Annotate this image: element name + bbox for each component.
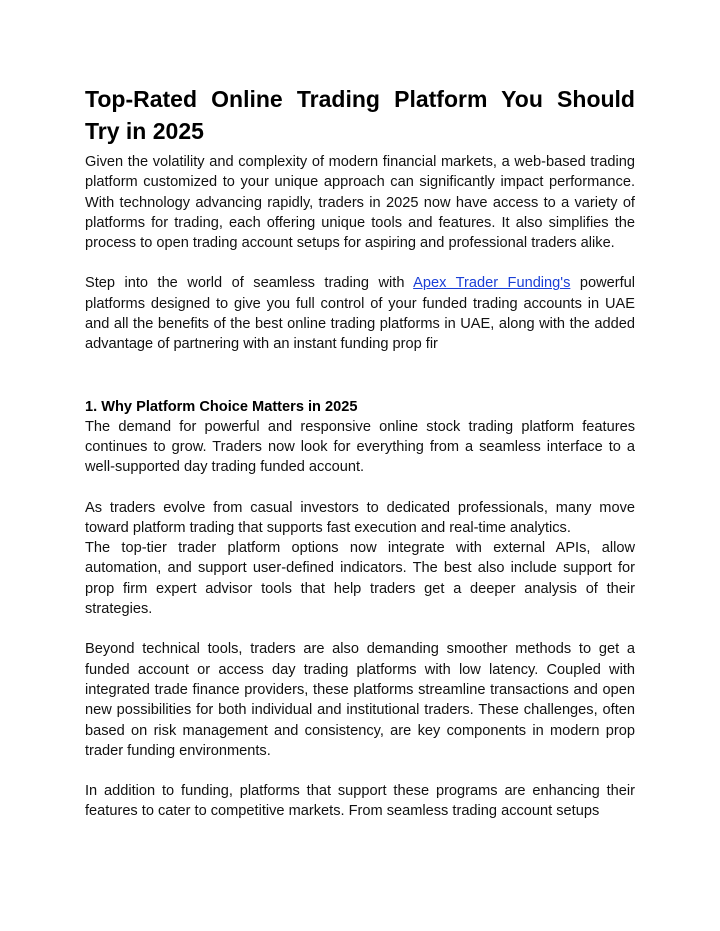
spacer — [85, 619, 635, 639]
spacer — [85, 478, 635, 498]
spacer — [85, 253, 635, 273]
section-1-paragraph: The top-tier trader platform options now integrate with external APIs, allow automation, and support user-defined indicators. The best also include support for prop firm expert advisor tools that help traders get a deeper analysis of their strategies. — [85, 540, 635, 618]
section-1-paragraph: Beyond technical tools, traders are also demanding smoother methods to get a funded account or access day trading platforms with low latency. Coupled with integrated trade finance providers, these platforms streamline transactions and open new possibilities for both individual and institutional traders. These challenges, often based on risk management and consistency, are key components in modern prop trader funding environments. — [85, 641, 635, 759]
spacer — [85, 355, 635, 397]
apex-paragraph-rest: powerful platforms designed to give you full control of your funded trading accounts in UAE and all the benefits of the best online trading platforms in UAE, along with the added advantage of partnering with an instant funding prop fir — [85, 275, 636, 353]
document-page — [85, 83, 635, 822]
section-1-heading: 1. Why Platform Choice Matters in 2025 — [85, 398, 358, 415]
section-1-paragraph: In addition to funding, platforms that support these programs are enhancing their features to cater to competitive markets. From seamless trading account setups — [85, 783, 635, 820]
intro-paragraph: Given the volatility and complexity of modern financial markets, a web-based trading platform customized to your unique approach can significantly impact performance. With technology advancing rapidly, traders in 2025 now have access to a variety of platforms for trading, each offering unique tools and features. It also simplifies the process to open trading account setups for aspiring and professional traders alike. — [85, 154, 635, 252]
spacer — [85, 761, 635, 781]
document-title: Top-Rated Online Trading Platform You Should Try in 2025 — [85, 86, 635, 144]
section-1-paragraph: The demand for powerful and responsive online stock trading platform features continues to grow. Traders now look for everything from a seamless interface to a well-supported day trading funded account. — [85, 418, 635, 476]
apex-trader-funding-link[interactable]: Apex Trader Funding's — [413, 275, 571, 292]
apex-paragraph — [85, 273, 635, 354]
section-1-paragraph: As traders evolve from casual investors to dedicated professionals, many move toward platform trading that supports fast execution and real-time analytics. — [85, 499, 635, 536]
apex-paragraph-lead: Step into the world of seamless trading with — [85, 275, 414, 292]
